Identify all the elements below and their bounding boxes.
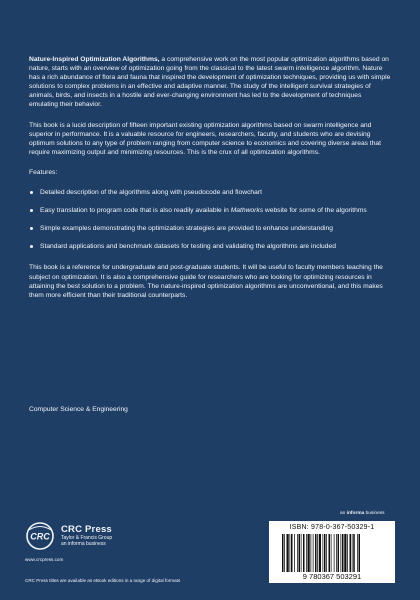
barcode-bar xyxy=(359,534,361,572)
informa-suffix: business xyxy=(364,511,385,516)
subject-category: Computer Science & Engineering xyxy=(29,406,128,413)
barcode-bar xyxy=(331,534,332,572)
publisher-block xyxy=(25,521,185,561)
features-heading: Features: xyxy=(29,168,58,176)
bullet-icon xyxy=(30,245,33,248)
barcode-bar xyxy=(342,534,344,572)
feature-text: Simple examples demonstrating the optimization strategies are provided to enhance understanding xyxy=(40,225,333,233)
barcode-panel xyxy=(269,521,395,583)
feature-italic-text: Mathworks xyxy=(230,207,264,215)
barcode-bar xyxy=(291,534,293,572)
barcode-bar xyxy=(323,534,324,572)
bullet-icon xyxy=(30,191,33,194)
publisher-name: CRC Press xyxy=(61,524,112,535)
barcode-bar xyxy=(301,534,302,572)
crc-press-logo-icon xyxy=(25,521,55,551)
informa-tagline xyxy=(340,511,385,516)
isbn-barcode xyxy=(272,534,392,581)
barcode-bar xyxy=(294,534,295,572)
barcode-bar xyxy=(341,534,342,572)
book-title-inline: Nature-Inspired Optimization Algorithms, xyxy=(29,56,160,63)
publisher-tagline: an informa business xyxy=(61,541,106,547)
features-list xyxy=(29,188,392,251)
description-paragraph: This book is a lucid description of fifteen important existing optimization algorithms based on swarm intelligence and superior in performance. It is a valuable resource for engineers, researchers, faculty, and students who are devising optimum solutions to any type of problem ranging from computer science to economics and covering diverse areas that require maximizing output and minimizing resources. This is the crux of all optimization algorithms. xyxy=(29,121,382,156)
barcode-bar xyxy=(311,534,312,572)
isbn-label: ISBN: 978-0-367-50329-1 xyxy=(289,524,375,531)
cover-blurb xyxy=(29,55,392,311)
publisher-url: www.crcpress.com xyxy=(25,557,64,562)
barcode-bar xyxy=(329,534,331,572)
ebook-note: CRC Press titles are available as eBook editions in a range of digital formats xyxy=(25,578,181,583)
feature-text: Detailed description of the algorithms along with pseudocode and flowchart xyxy=(40,189,262,197)
informa-bold: informa xyxy=(346,511,365,516)
barcode-bar xyxy=(344,534,346,572)
feature-text: Easy translation to program code that is also readily available in xyxy=(40,207,231,215)
reference-paragraph: This book is a reference for undergraduate and post-graduate students. It will be useful to faculty members teaching the subject on optimization. It is also a comprehensive guide for researchers who are looking for optimizing resources in attaining the best solution to a problem. The nature-inspired optimization algorithms are unconventional, and this makes them more efficient than their traditional counterparts. xyxy=(29,264,383,299)
barcode-bar xyxy=(299,534,301,572)
feature-item xyxy=(29,242,392,251)
barcode-bar xyxy=(319,534,321,572)
barcode-bar xyxy=(290,534,291,572)
barcode-bar xyxy=(334,534,335,572)
intro-paragraph xyxy=(29,55,392,110)
bullet-icon xyxy=(30,209,33,212)
crc-logo-text: CRC xyxy=(30,531,50,542)
intro-text: a comprehensive work on the most popular optimization algorithms based on nature, starts with an overview of optimization going from the classical to the latest swarm intelligence algorithm. Nature has a rich abundance of flora and fauna that inspired the development of optimization techniques, providing us with simple solutions to complex problems in an effective and adaptive manner. The study of the intelligent survival strategies of animals, birds, and insects in a hostile and ever-changing environment has led to the development of techniques emulating their behavior. xyxy=(29,56,391,109)
barcode-digits: 9 780367 503291 xyxy=(302,572,362,581)
barcode-bar xyxy=(297,534,298,572)
barcode-bar xyxy=(317,534,318,572)
publisher-text xyxy=(61,524,112,547)
barcode-bar xyxy=(284,534,285,572)
barcode-bar xyxy=(353,534,355,572)
barcode-bar xyxy=(303,534,305,572)
barcode-bar xyxy=(282,534,284,572)
barcode-bar xyxy=(313,534,314,572)
barcode-bar xyxy=(336,534,337,572)
barcode-bar xyxy=(306,534,307,572)
barcode-bar xyxy=(357,534,358,572)
barcode-bar xyxy=(287,534,289,572)
feature-item xyxy=(29,188,392,197)
feature-item xyxy=(29,206,392,215)
feature-text: Standard applications and benchmark datasets for testing and validating the algorithms are included xyxy=(40,243,336,251)
barcode-bar xyxy=(326,534,327,572)
barcode-bar xyxy=(308,534,310,572)
feature-item xyxy=(29,224,392,233)
barcode-bar xyxy=(315,534,317,572)
feature-text-tail: website for some of the algorithms xyxy=(263,207,367,215)
publisher-group: Taylor & Francis Group xyxy=(61,535,113,541)
barcode-bar xyxy=(347,534,348,572)
barcode-bar xyxy=(338,534,340,572)
bullet-icon xyxy=(30,227,33,230)
barcode-bar xyxy=(352,534,353,572)
barcode-bar xyxy=(350,534,352,572)
informa-prefix: an xyxy=(340,511,347,516)
barcode-bar xyxy=(324,534,326,572)
